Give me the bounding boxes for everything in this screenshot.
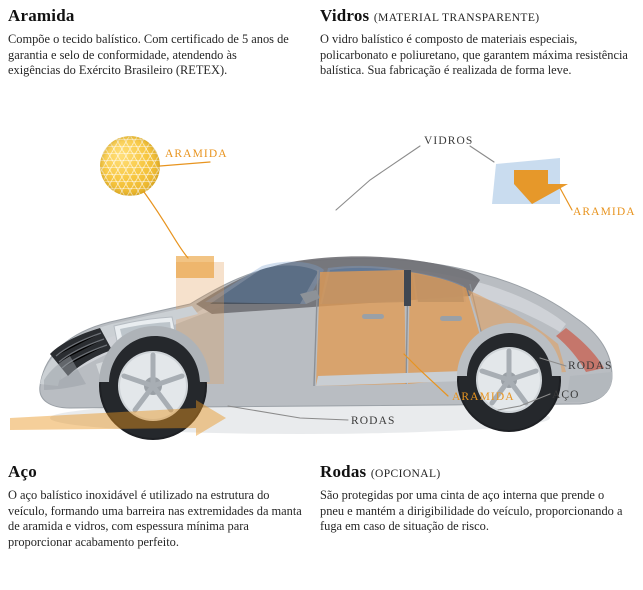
callout-aramida-1: ARAMIDA (165, 148, 228, 160)
text-block-rodas (320, 462, 630, 535)
heading-rodas-subtitle: (OPCIONAL) (370, 468, 441, 480)
callout-rodas-2: RODAS (568, 360, 613, 372)
heading-aramida: Aramida (8, 6, 75, 25)
leader-vidros-2 (470, 146, 494, 162)
aramida-overlay-front-door (316, 270, 406, 386)
callout-aramida-3: ARAMIDA (452, 391, 515, 403)
vehicle-illustration (0, 118, 643, 458)
leader-vidros (336, 146, 420, 210)
text-block-vidros (320, 6, 630, 79)
heading-vidros: Vidros (MATERIAL TRANSPARENTE) (320, 6, 540, 25)
wedge-aramida-front (176, 256, 214, 278)
heading-vidros-subtitle: (MATERIAL TRANSPARENTE) (373, 12, 540, 24)
paragraph-aco: O aço balístico inoxidável é utilizado na estrutura do veículo, formando uma barreira nas extremidades da manta de aramida e vidros, com espessura mínima para proporcionar acabamento perfeito. (8, 488, 302, 549)
callout-rodas-1: RODAS (351, 415, 396, 427)
heading-rodas: Rodas (OPCIONAL) (320, 462, 441, 481)
callout-vidros: VIDROS (424, 135, 474, 147)
paragraph-rodas: São protegidas por uma cinta de aço interna que prende o pneu e mantém a dirigibilidade do veículo, proporcionando a fuga em caso de situação de risco. (320, 488, 623, 534)
heading-aco: Aço (8, 462, 37, 481)
callout-aco: AÇO (552, 389, 580, 401)
callout-aramida-2: ARAMIDA (573, 206, 636, 218)
leader-aramida-2 (560, 188, 572, 210)
paragraph-vidros: O vidro balístico é composto de materiais especiais, policarbonato e poliuretano, que garantem máxima resistência balística. Sua fabricação é realizada de forma leve. (320, 32, 628, 78)
text-block-aramida (8, 6, 290, 79)
callout-leader-lines (0, 118, 643, 458)
paragraph-aramida: Compõe o tecido balístico. Com certificado de 5 anos de garantia e selo de conformidade, atendendo às exigências do Exército Brasileiro (RETEX). (8, 32, 289, 78)
text-block-aco (8, 462, 308, 550)
